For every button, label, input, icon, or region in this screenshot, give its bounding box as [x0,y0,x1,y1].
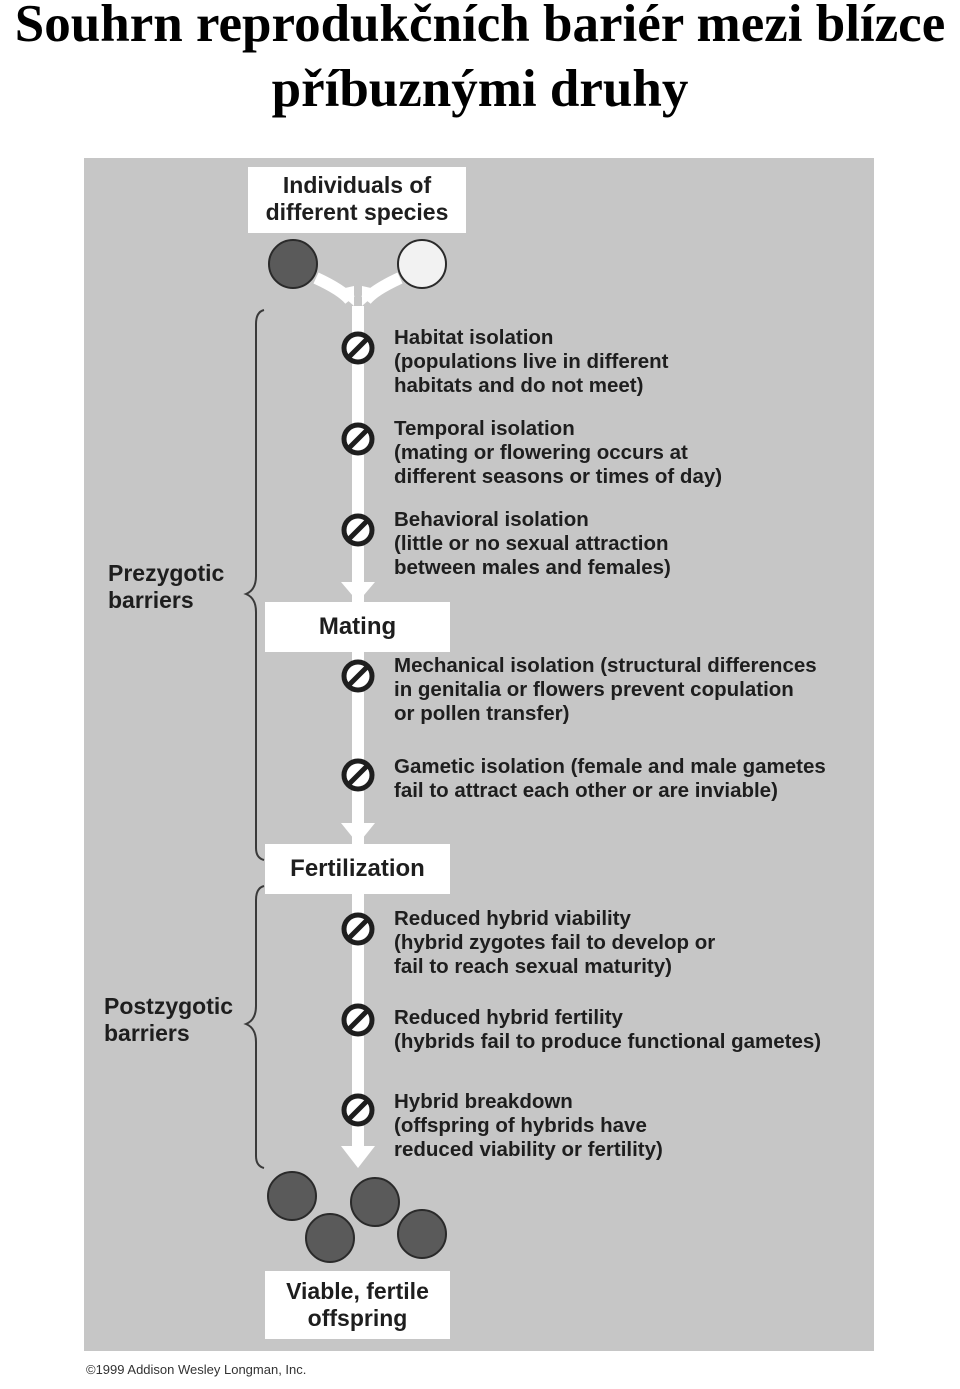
offspring-circle-icon [306,1214,354,1262]
postzygotic-label: Postzygotic barriers [104,993,234,1046]
offspring-circle-icon [351,1178,399,1226]
postzygotic-brace [246,886,264,1168]
fertilization-label: Fertilization [290,855,425,882]
offspring-circle-icon [398,1210,446,1258]
diagram-panel [84,158,874,1351]
barrier-reduced-hybrid-fertility: Reduced hybrid fertility (hybrids fail to produce functional gametes) [394,1006,822,1053]
start-box [248,167,466,233]
no-entry-icon [344,1096,372,1124]
no-entry-icon [344,516,372,544]
fertilization-box [265,844,450,894]
barrier-temporal-isolation: Temporal isolation (mating or flowering occurs at different seasons or times of day) [394,417,723,488]
mating-box [265,602,450,652]
no-entry-icon [344,662,372,690]
page-title-line-2: příbuznými druhy [271,60,689,118]
barrier-hybrid-breakdown: Hybrid breakdown (offspring of hybrids have reduced viability or fertility) [394,1090,663,1161]
no-entry-icon [344,425,372,453]
arrowhead-to-mating [341,582,375,602]
barrier-mechanical-isolation: Mechanical isolation (structural differences in genitalia or flowers prevent copulation or pollen transfer) [394,654,817,725]
species-a-circle-icon [269,240,317,288]
arrowhead-to-offspring [341,1146,375,1168]
barrier-reduced-hybrid-viability: Reduced hybrid viability (hybrid zygotes fail to develop or fail to reach sexual maturity) [394,907,716,978]
no-entry-icon [344,915,372,943]
no-entry-icon [344,761,372,789]
offspring-box-line-1: Viable, fertile [286,1278,429,1304]
arrowhead-to-fertilization [341,823,375,844]
no-entry-icon [344,334,372,362]
offspring-circle-icon [268,1172,316,1220]
mating-label: Mating [318,613,397,640]
page-title-line-1: Souhrn reprodukčních bariér mezi blízce [14,0,946,53]
barrier-habitat-isolation: Habitat isolation (populations live in different habitats and do not meet) [394,326,669,397]
barrier-gametic-isolation: Gametic isolation (female and male gametes fail to attract each other or are inviable) [394,755,826,802]
start-box-line-1: Individuals of [282,172,432,198]
prezygotic-label: Prezygotic barriers [108,560,225,613]
barrier-behavioral-isolation: Behavioral isolation (little or no sexual attraction between males and females) [394,508,671,579]
offspring-box [265,1271,450,1339]
start-box-line-2: different species [265,199,449,225]
copyright-notice: ©1999 Addison Wesley Longman, Inc. [86,1362,307,1377]
prezygotic-brace [246,310,264,860]
offspring-box-line-2: offspring [307,1305,408,1331]
no-entry-icon [344,1006,372,1034]
species-b-circle-icon [398,240,446,288]
